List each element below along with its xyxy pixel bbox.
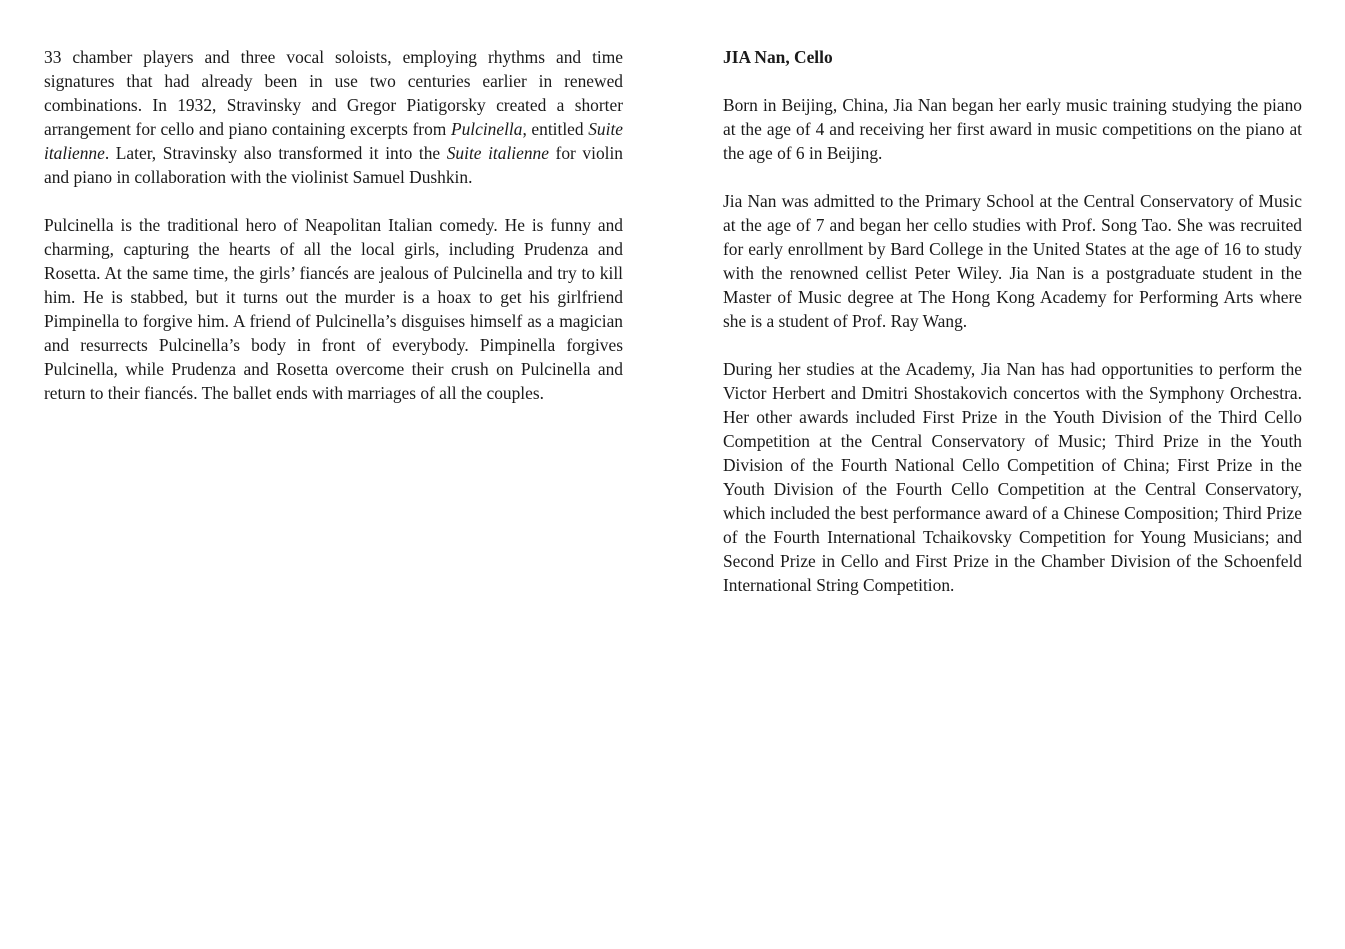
paragraph-text: . Later, Stravinsky also transformed it into the bbox=[104, 143, 447, 163]
italic-title: Pulcinella bbox=[450, 119, 523, 139]
italic-title: Suite italienne bbox=[446, 143, 549, 163]
bio-paragraph-early-training: Born in Beijing, China, Jia Nan began her early music training studying the piano at the age of 4 and receiving her first award in music competitions on the piano at the age of 6 in Beijing. bbox=[723, 95, 1302, 163]
left-column bbox=[44, 45, 623, 429]
pulcinella-story-paragraph: Pulcinella is the traditional hero of Neapolitan Italian comedy. He is funny and charming, capturing the hearts of all the local girls, including Prudenza and Rosetta. At the same time, the girls’ fiancés are jealous of Pulcinella and try to kill him. He is stabbed, but it turns out the murder is a hoax to get his girlfriend Pimpinella to forgive him. A friend of Pulcinella’s disguises himself as a magician and resurrects Pulcinella’s body in front of everybody. Pimpinella forgives Pulcinella, while Prudenza and Rosetta overcome their crush on Pulcinella and return to their fiancés. The ballet ends with marriages of all the couples. bbox=[44, 215, 623, 403]
paragraph-text: 33 chamber players and three vocal soloists, employing rhythms and time signatures that had already been in use two centuries earlier in renewed combinations. In 1932, Stravinsky and Gregor Piatigorsky created a shorter arrangement for cello and piano containing excerpts from bbox=[44, 47, 623, 139]
bio-paragraph-awards: During her studies at the Academy, Jia Nan has had opportunities to perform the Victor Herbert and Dmitri Shostakovich concertos with the Symphony Orchestra. Her other awards included First Prize in the Youth Division of the Third Cello Competition at the Central Conservatory of Music; Third Prize in the Youth Division of the Fourth National Cello Competition of China; First Prize in the Youth Division of the Fourth Cello Competition at the Central Conservatory, which included the best performance award of a Chinese Composition; Third Prize of the Fourth International Tchaikovsky Competition for Young Musicians; and Second Prize in Cello and First Prize in the Chamber Division of the Schoenfeld International String Competition. bbox=[723, 359, 1302, 595]
performer-heading: JIA Nan, Cello bbox=[723, 47, 833, 67]
paragraph-text: for violin and piano in collaboration with the violinist Samuel Dushkin. bbox=[44, 143, 624, 187]
paragraph-text: , entitled bbox=[522, 119, 589, 139]
right-column bbox=[723, 45, 1302, 621]
pulcinella-history-paragraph bbox=[44, 45, 623, 189]
bio-paragraph-education: Jia Nan was admitted to the Primary School at the Central Conservatory of Music at the age of 7 and began her cello studies with Prof. Song Tao. She was recruited for early enrollment by Bard College in the United States at the age of 16 to study with the renowned cellist Peter Wiley. Jia Nan is a postgraduate student in the Master of Music degree at The Hong Kong Academy for Performing Arts where she is a student of Prof. Ray Wang. bbox=[723, 191, 1302, 331]
italic-title: Suite italienne bbox=[44, 119, 624, 163]
